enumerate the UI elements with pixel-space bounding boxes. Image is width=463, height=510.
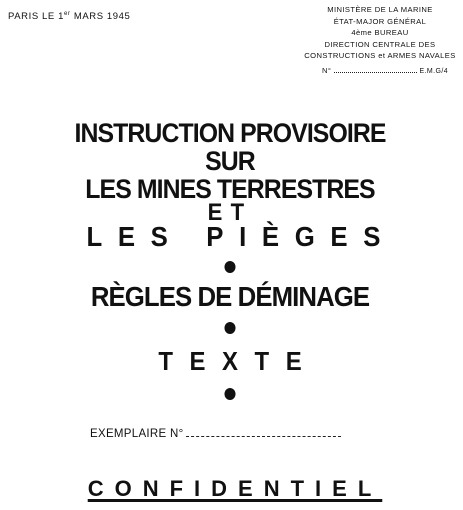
copy-number-dotted-line xyxy=(186,435,341,437)
copy-number-label: EXEMPLAIRE N° xyxy=(90,428,184,440)
letterhead-direction: DIRECTION CENTRALE DES xyxy=(324,39,436,49)
copy-number-field xyxy=(90,428,370,440)
classification-text: CONFIDENTIEL xyxy=(87,476,383,501)
letterhead xyxy=(300,4,460,78)
date-day: 1 xyxy=(58,11,65,23)
date-day-suffix: er xyxy=(64,11,71,17)
title-line-texte: TEXTE xyxy=(158,346,319,376)
reference-code: E.M.G/4 xyxy=(419,67,448,75)
title-line-instruction: INSTRUCTION PROVISOIRE xyxy=(74,118,386,148)
title-line-mines: LES MINES TERRESTRES xyxy=(85,174,375,204)
date-rest: MARS 1945 xyxy=(73,11,131,23)
letterhead-constructions: CONSTRUCTIONS et ARMES NAVALES xyxy=(304,51,456,61)
document-date xyxy=(8,11,130,22)
classification-stamp xyxy=(60,478,400,500)
bullet-dot-2 xyxy=(224,322,235,334)
reference-number xyxy=(300,65,460,78)
document-title xyxy=(74,118,397,400)
letterhead-bureau: 4ème BUREAU xyxy=(351,28,409,38)
title-line-et: ET xyxy=(207,199,253,226)
bullet-dot-3 xyxy=(224,388,235,400)
title-line-pieges: LES PIÈGES xyxy=(86,221,397,252)
reference-prefix: N° xyxy=(322,65,332,75)
reference-dotted-line xyxy=(334,71,416,73)
title-line-deminage: RÈGLES DE DÉMINAGE xyxy=(90,281,370,312)
title-line-sur: SUR xyxy=(205,146,255,176)
letterhead-ministry: MINISTÈRE DE LA MARINE xyxy=(327,5,433,14)
letterhead-staff: ÉTAT-MAJOR GÉNÉRAL xyxy=(333,16,427,26)
bullet-dot-1 xyxy=(224,261,235,273)
date-prefix: PARIS LE xyxy=(8,11,55,23)
